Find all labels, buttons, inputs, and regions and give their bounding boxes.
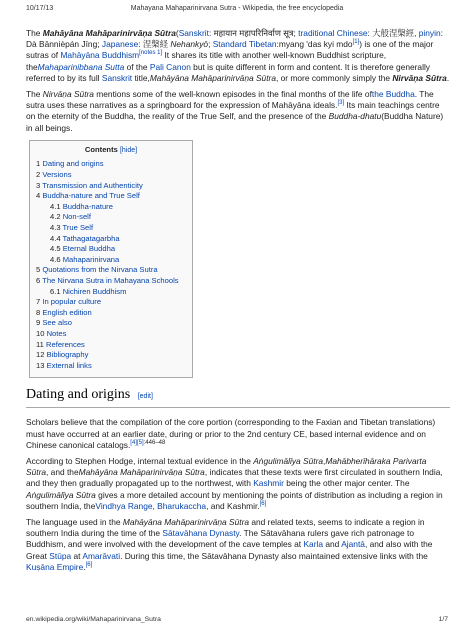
ref-3[interactable]: [3] [337,100,345,107]
toc-item-link[interactable]: English edition [42,307,92,317]
sutra-title: Mahāyāna Mahāparinirvāṇa Sūtra [42,28,176,38]
toc-item-number: 4.6 [50,254,61,264]
toc-item[interactable] [36,255,186,266]
print-url: en.wikipedia.org/wiki/Mahaparinirvana_Sutra [26,616,161,623]
toc-item-number: 1 [36,159,41,169]
toc-item-link[interactable]: Bibliography [46,350,89,360]
toc-item-number: 4.1 [50,201,61,211]
link-the-buddha[interactable]: the Buddha [371,89,415,100]
toc-item[interactable] [36,276,186,287]
toc-item-number: 2 [36,170,41,180]
ref-5[interactable]: [5] [136,439,144,446]
toc-item[interactable] [36,287,186,298]
link-pinyin[interactable]: pinyin [418,28,441,38]
toc-item-link[interactable]: References [46,339,85,349]
intro-paragraph-2: The Nirvāṇa Sūtra mentions some of the well-known episodes in the final months of the life ofthe Buddha. The sutra uses these narratives as a springboard for the expression of Mahāyāna ideals.[3] Its main teachings centre on the eternity of the Buddha, the reality of the True Self, and the presence of the Buddha-dhatu(Buddha Nature) in all beings. [26,89,444,133]
toc-list [36,159,186,371]
link-karla[interactable]: Karla [303,539,324,550]
toc-item-link[interactable]: Eternal Buddha [62,244,116,254]
section-paragraph-2: According to Stephen Hodge, internal textual evidence in the Aṅgulimālīya Sūtra,Mahābherīhāraka Parivarta Sūtra, and theMahāyāna Mahāparinirvāṇa Sūtra, indicates that these texts were first circulated in southern India, and they then gradually propagated up to the northwest, with Kashmir being the other major center. The Aṅgulimālīya Sūtra gives a more detailed account by mentioning the points of distribution as including a region in southern India, theVindhya Range, Bharukaccha, and Kashmir.[6] [26,455,443,511]
link-mahaparinibbana-sutta[interactable]: Mahaparinibbana Sutta [37,61,125,72]
print-date: 10/17/13 [26,5,54,12]
print-header [26,5,448,17]
toc-item-number: 8 [36,307,41,317]
toc-item-number: 7 [36,297,41,307]
toc-item-number: 12 [36,350,45,360]
link-bharukaccha[interactable]: Bharukaccha [157,500,207,511]
toc-item-link[interactable]: Mahaparinirvana [62,254,120,264]
link-mahayana-buddhism[interactable]: Mahāyāna Buddhism [60,50,140,61]
link-stupa[interactable]: Stūpa [49,550,72,561]
toc-item-link[interactable]: Buddha-nature [62,201,113,211]
ref-4[interactable]: [4] [130,439,137,446]
toc-item-link[interactable]: Dating and origins [42,159,104,169]
toc-item-link[interactable]: Notes [46,328,67,338]
section-edit-link[interactable]: [edit] [137,393,153,401]
toc-item[interactable] [36,329,186,340]
toc-item[interactable] [36,181,186,192]
section-paragraph-1: Scholars believe that the compilation of the core portion (corresponding to the Faxian and Tibetan translations) must have occurred at an earlier date, during or prior to the 2nd century CE, based internal evidence and on Chinese canonical catalogs.$^{[4][5]:446-48}$ [26,417,436,450]
toc-item-number: 6 [36,275,41,285]
toc-item[interactable] [36,159,186,170]
article-content [26,28,450,578]
toc-item-number: 4.3 [50,222,61,232]
link-vindhya-range[interactable]: Vindhya Range [95,500,153,511]
toc-item-link[interactable]: Transmission and Authenticity [42,180,143,190]
toc-item[interactable] [36,202,186,213]
link-kashmir[interactable]: Kashmir [253,478,284,489]
link-japanese[interactable]: Japanese [101,39,139,50]
print-title: Mahayana Mahaparinirvana Sutra - Wikipedia, the free encyclopedia [130,5,344,12]
toc-item-number: 5 [36,265,41,275]
link-kusana-empire[interactable]: Kuṣāna Empire [26,561,84,572]
toc-item[interactable] [36,234,186,245]
section-title: Dating and origins [26,387,131,403]
link-amaravati[interactable]: Amarāvati [82,550,121,561]
toc-item-number: 4.5 [50,244,61,254]
toc-item-number: 10 [36,328,45,338]
toc-item[interactable] [36,191,186,202]
toc-item[interactable] [36,223,186,234]
toc-item-number: 6.1 [50,286,61,296]
toc-item-link[interactable]: Buddha-nature and True Self [42,191,140,201]
toc-item[interactable] [36,244,186,255]
link-standard-tibetan[interactable]: Standard Tibetan [212,39,277,50]
ref-6[interactable]: [6] [259,500,267,507]
link-traditional-chinese[interactable]: traditional Chinese [298,28,368,38]
intro-paragraph-1: The Mahāyāna Mahāparinirvāṇa Sūtra(Sanskrit: महायान महापरिनिर्वाण सूत्र; traditional Chinese: 大般涅槃經, pinyin: Dà Bānnièpán Jīng; Japanese: 涅槃経 Nehankyō; Standard Tibetan:myang 'das kyi mdo[1]) is one of the major sutras of Mahāyāna Buddhism[notes 1] It shares its title with another well-known Buddhist scripture, theMahaparinibbana Sutta of the Pali Canon but is quite different in form and content. It is therefore generally referred to by its full Sanskrit title,Mahāyāna Mahāparinirvāṇa Sūtra, or more commonly simply the Nirvāṇa Sūtra. [26,28,450,83]
toc-item[interactable] [36,308,186,319]
toc-item[interactable] [36,361,186,372]
toc-item-number: 4.2 [50,212,61,222]
toc-item[interactable] [36,318,186,329]
toc-item[interactable] [36,170,186,181]
link-sanskrit-2[interactable]: Sanskrit [101,72,133,83]
toc-item-number: 9 [36,318,41,328]
toc-item-link[interactable]: Quotations from the Nirvana Sutra [42,265,158,275]
toc-item-link[interactable]: In popular culture [42,297,102,307]
toc-item[interactable] [36,350,186,361]
section-heading [26,386,450,408]
toc-item-number: 13 [36,360,45,370]
ref-6b[interactable]: [6] [85,561,93,568]
toc-item-link[interactable]: Non-self [62,212,91,222]
toc-item[interactable] [36,212,186,223]
ref-notes-1[interactable]: [notes 1] [139,50,163,57]
toc-item-link[interactable]: Nichiren Buddhism [62,286,127,296]
link-satavahana-dynasty[interactable]: Sātavāhana Dynasty [162,528,240,539]
link-pali-canon[interactable]: Pali Canon [149,61,191,72]
toc-item-number: 3 [36,180,41,190]
toc-item[interactable] [36,340,186,351]
toc-item-number: 4.4 [50,233,61,243]
toc-item-link[interactable]: Versions [42,170,72,180]
toc-item-link[interactable]: See also [42,318,72,328]
toc-item[interactable] [36,265,186,276]
table-of-contents [29,140,193,378]
toc-item-link[interactable]: External links [46,360,92,370]
toc-title: Contents [hide] [84,144,138,154]
link-sanskrit[interactable]: Sanskrit [178,28,209,38]
print-footer [26,616,448,626]
toc-hide-link[interactable]: [hide] [119,146,138,154]
toc-item-link[interactable]: Tathagatagarbha [62,233,120,243]
toc-item-number: 11 [36,339,44,349]
toc-item-link[interactable]: True Self [62,222,94,232]
link-ajanta[interactable]: Ajantā [341,539,365,550]
toc-item-link[interactable]: The Nirvana Sutra in Mahayana Schools [42,275,179,285]
ref-1[interactable]: [1] [352,39,360,46]
section-paragraph-3: The language used in the Mahāyāna Mahāparinirvāṇa Sūtra and related texts, seems to indicate a region in southern India during the time of the Sātavāhana Dynasty. The Sātavāhana rulers gave rich patronage to Buddhism, and were involved with the development of the cave temples at Karla and Ajantā, and also with the Great Stūpa at Amarāvati. During this time, the Sātavāhana Dynasty also maintained extensive links with the Kuṣāna Empire.[6] [26,516,433,572]
page-number: 1/7 [438,616,448,623]
toc-item-number: 4 [36,191,41,201]
toc-item[interactable] [36,297,186,308]
